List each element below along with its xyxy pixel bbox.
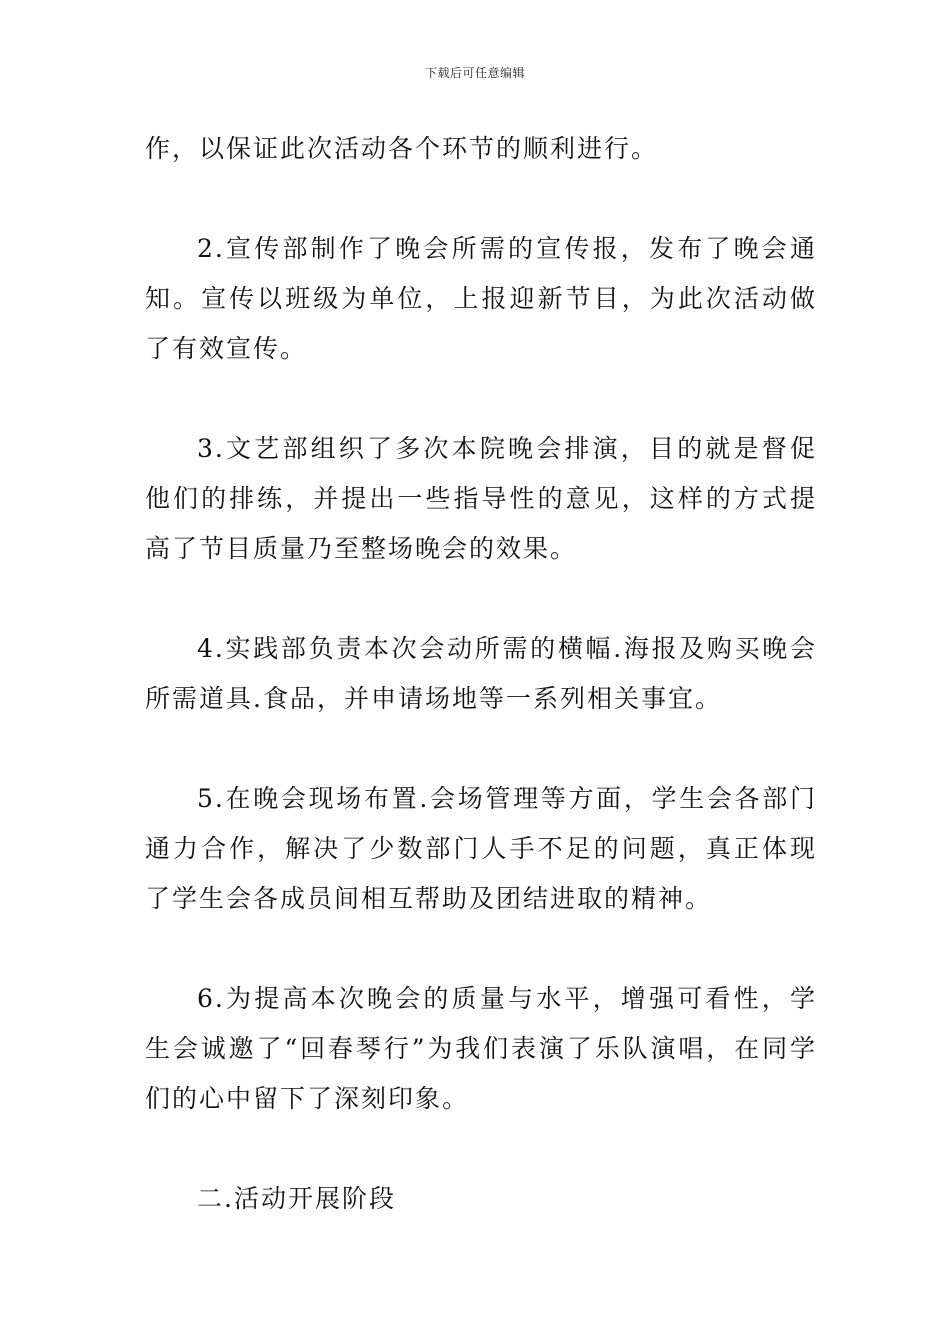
paragraph-item-4: 4.实践部负责本次会动所需的横幅.海报及购买晚会所需道具.食品，并申请场地等一系列相关事宜。 [145, 634, 817, 713]
page-header-note: 下载后可任意编辑 [424, 66, 525, 80]
paragraph-continuation: 作，以保证此次活动各个环节的顺利进行。 [145, 134, 659, 163]
section-heading: 二.活动开展阶段 [197, 1184, 396, 1213]
paragraph-item-5: 5.在晚会现场布置.会场管理等方面，学生会各部门通力合作，解决了少数部门人手不足的问题，真正体现了学生会各成员间相互帮助及团结进取的精神。 [145, 784, 817, 913]
paragraph-item-2: 2.宣传部制作了晚会所需的宣传报，发布了晚会通知。宣传以班级为单位，上报迎新节目，为此次活动做了有效宣传。 [145, 234, 817, 363]
document-body [145, 124, 817, 1224]
paragraph-item-3: 3.文艺部组织了多次本院晚会排演，目的就是督促他们的排练，并提出一些指导性的意见，这样的方式提高了节目质量乃至整场晚会的效果。 [145, 434, 817, 563]
paragraph-item-6: 6.为提高本次晚会的质量与水平，增强可看性，学生会诚邀了“回春琴行”为我们表演了乐队演唱，在同学们的心中留下了深刻印象。 [145, 984, 817, 1113]
